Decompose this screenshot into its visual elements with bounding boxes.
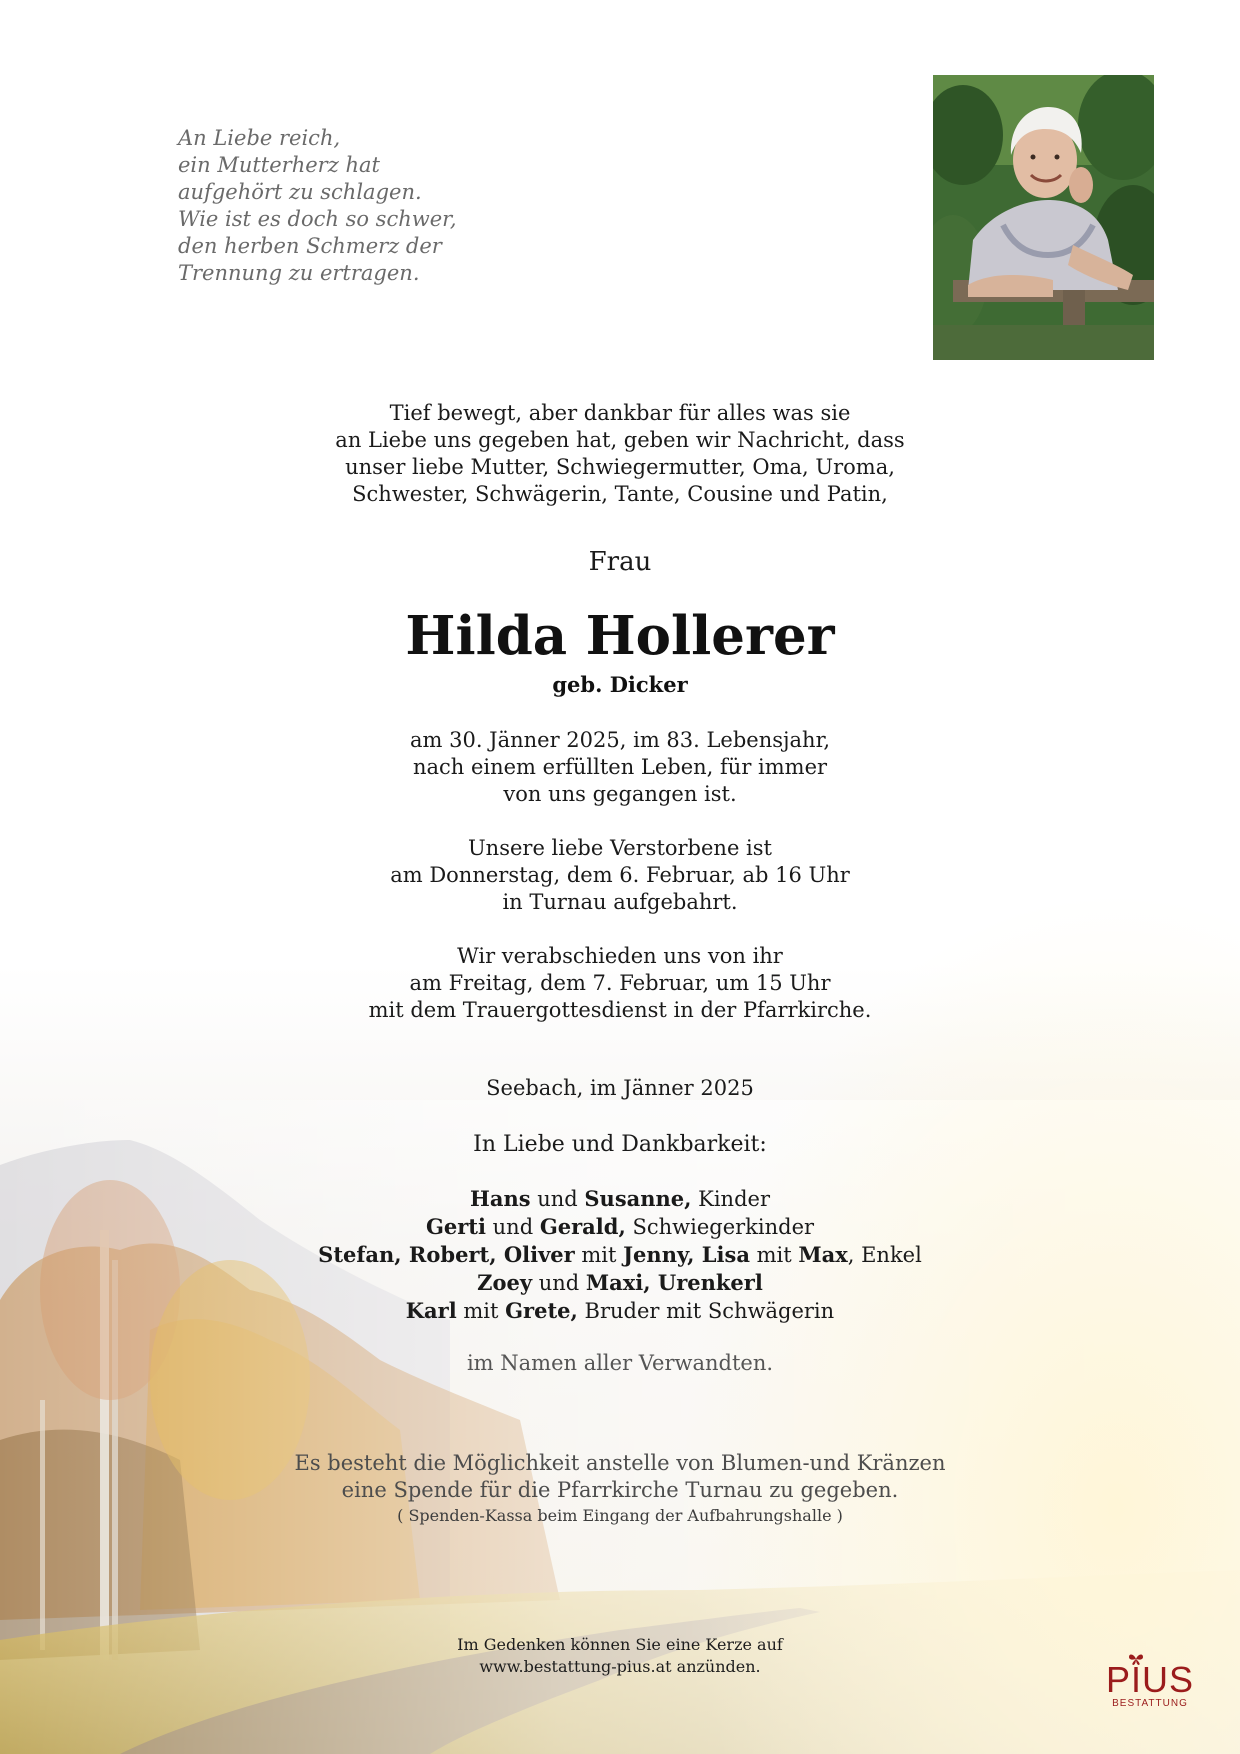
family-connector: mit — [574, 1243, 624, 1267]
farewell-line: Wir verabschieden uns von ihr — [457, 944, 783, 968]
laying-out-line: in Turnau aufgebahrt. — [502, 890, 738, 914]
intro-line: an Liebe uns gegeben hat, geben wir Nachricht, dass — [335, 428, 905, 452]
death-info-line: von uns gegangen ist. — [503, 782, 737, 806]
family-relation: Schwiegerkinder — [625, 1215, 815, 1239]
family-name: Stefan, Robert, Oliver — [318, 1242, 575, 1267]
family-name: Karl — [405, 1298, 457, 1323]
family-name: Gerti — [425, 1214, 486, 1239]
family-line-children — [0, 1185, 1240, 1213]
family-name: Grete, — [505, 1298, 578, 1323]
poem-line: ein Mutterherz hat — [178, 153, 380, 177]
logo-wordmark: PIUS — [1105, 1659, 1195, 1700]
candle-info — [0, 1634, 1240, 1678]
poem-line: An Liebe reich, — [178, 126, 341, 150]
farewell-line: am Freitag, dem 7. Februar, um 15 Uhr — [409, 971, 831, 995]
laying-out-line: am Donnerstag, dem 6. Februar, ab 16 Uhr — [390, 863, 850, 887]
intro-text — [0, 400, 1240, 508]
family-line-in-laws — [0, 1213, 1240, 1241]
donation-line: eine Spende für die Pfarrkirche Turnau zu gegeben. — [341, 1478, 899, 1502]
family-relation: Kinder — [691, 1187, 770, 1211]
butterfly-icon — [1128, 1652, 1144, 1666]
family-name: Hans — [470, 1186, 531, 1211]
portrait-photo — [933, 75, 1154, 360]
family-list — [0, 1185, 1240, 1325]
family-line-great-grandchildren — [0, 1269, 1240, 1297]
birth-name: geb. Dicker — [552, 672, 688, 697]
death-info-line: nach einem erfüllten Leben, für immer — [412, 755, 828, 779]
relatives-note: im Namen aller Verwandten. — [466, 1351, 774, 1375]
logo-subtitle: BESTATTUNG — [1112, 1698, 1188, 1709]
family-connector: und — [485, 1215, 540, 1239]
family-name: Jenny, Lisa — [623, 1242, 750, 1267]
family-relation: Bruder mit Schwägerin — [577, 1299, 835, 1323]
family-name: Maxi, Urenkerl — [585, 1270, 763, 1295]
laying-out-info — [0, 835, 1240, 916]
candle-link[interactable]: www.bestattung-pius.at anzünden. — [479, 1657, 761, 1676]
family-connector: mit — [456, 1299, 506, 1323]
family-relation: , Enkel — [847, 1243, 922, 1267]
poem-line: Trennung zu ertragen. — [178, 261, 420, 285]
farewell-info — [0, 943, 1240, 1024]
family-line-siblings — [0, 1297, 1240, 1325]
family-name: Gerald, — [539, 1214, 626, 1239]
donation-info — [0, 1450, 1240, 1504]
closing-phrase: In Liebe und Dankbarkeit: — [473, 1132, 767, 1157]
poem — [178, 125, 508, 287]
family-name: Max — [798, 1242, 848, 1267]
poem-line: den herben Schmerz der — [178, 234, 442, 258]
candle-line: Im Gedenken können Sie eine Kerze auf — [457, 1635, 783, 1654]
deceased-name: Hilda Hollerer — [405, 605, 835, 667]
pius-bestattung-logo — [1100, 1659, 1200, 1712]
family-name: Susanne, — [584, 1186, 692, 1211]
salutation: Frau — [588, 547, 652, 577]
poem-line: aufgehört zu schlagen. — [178, 180, 422, 204]
laying-out-line: Unsere liebe Verstorbene ist — [467, 836, 772, 860]
family-line-grandchildren — [0, 1241, 1240, 1269]
family-connector: und — [532, 1271, 586, 1295]
family-connector: mit — [749, 1243, 799, 1267]
poem-line: Wie ist es doch so schwer, — [178, 207, 457, 231]
family-name: Zoey — [477, 1270, 533, 1295]
intro-line: unser liebe Mutter, Schwiegermutter, Oma, Uroma, — [345, 455, 895, 479]
death-info — [0, 727, 1240, 808]
place-date: Seebach, im Jänner 2025 — [486, 1076, 754, 1100]
death-info-line: am 30. Jänner 2025, im 83. Lebensjahr, — [410, 728, 830, 752]
intro-line: Schwester, Schwägerin, Tante, Cousine und Patin, — [352, 482, 888, 506]
donation-note: ( Spenden-Kassa beim Eingang der Aufbahrungshalle ) — [397, 1506, 843, 1525]
donation-line: Es besteht die Möglichkeit anstelle von Blumen-und Kränzen — [294, 1451, 946, 1475]
farewell-line: mit dem Trauergottesdienst in der Pfarrkirche. — [368, 998, 872, 1022]
family-connector: und — [530, 1187, 585, 1211]
intro-line: Tief bewegt, aber dankbar für alles was sie — [389, 401, 851, 425]
